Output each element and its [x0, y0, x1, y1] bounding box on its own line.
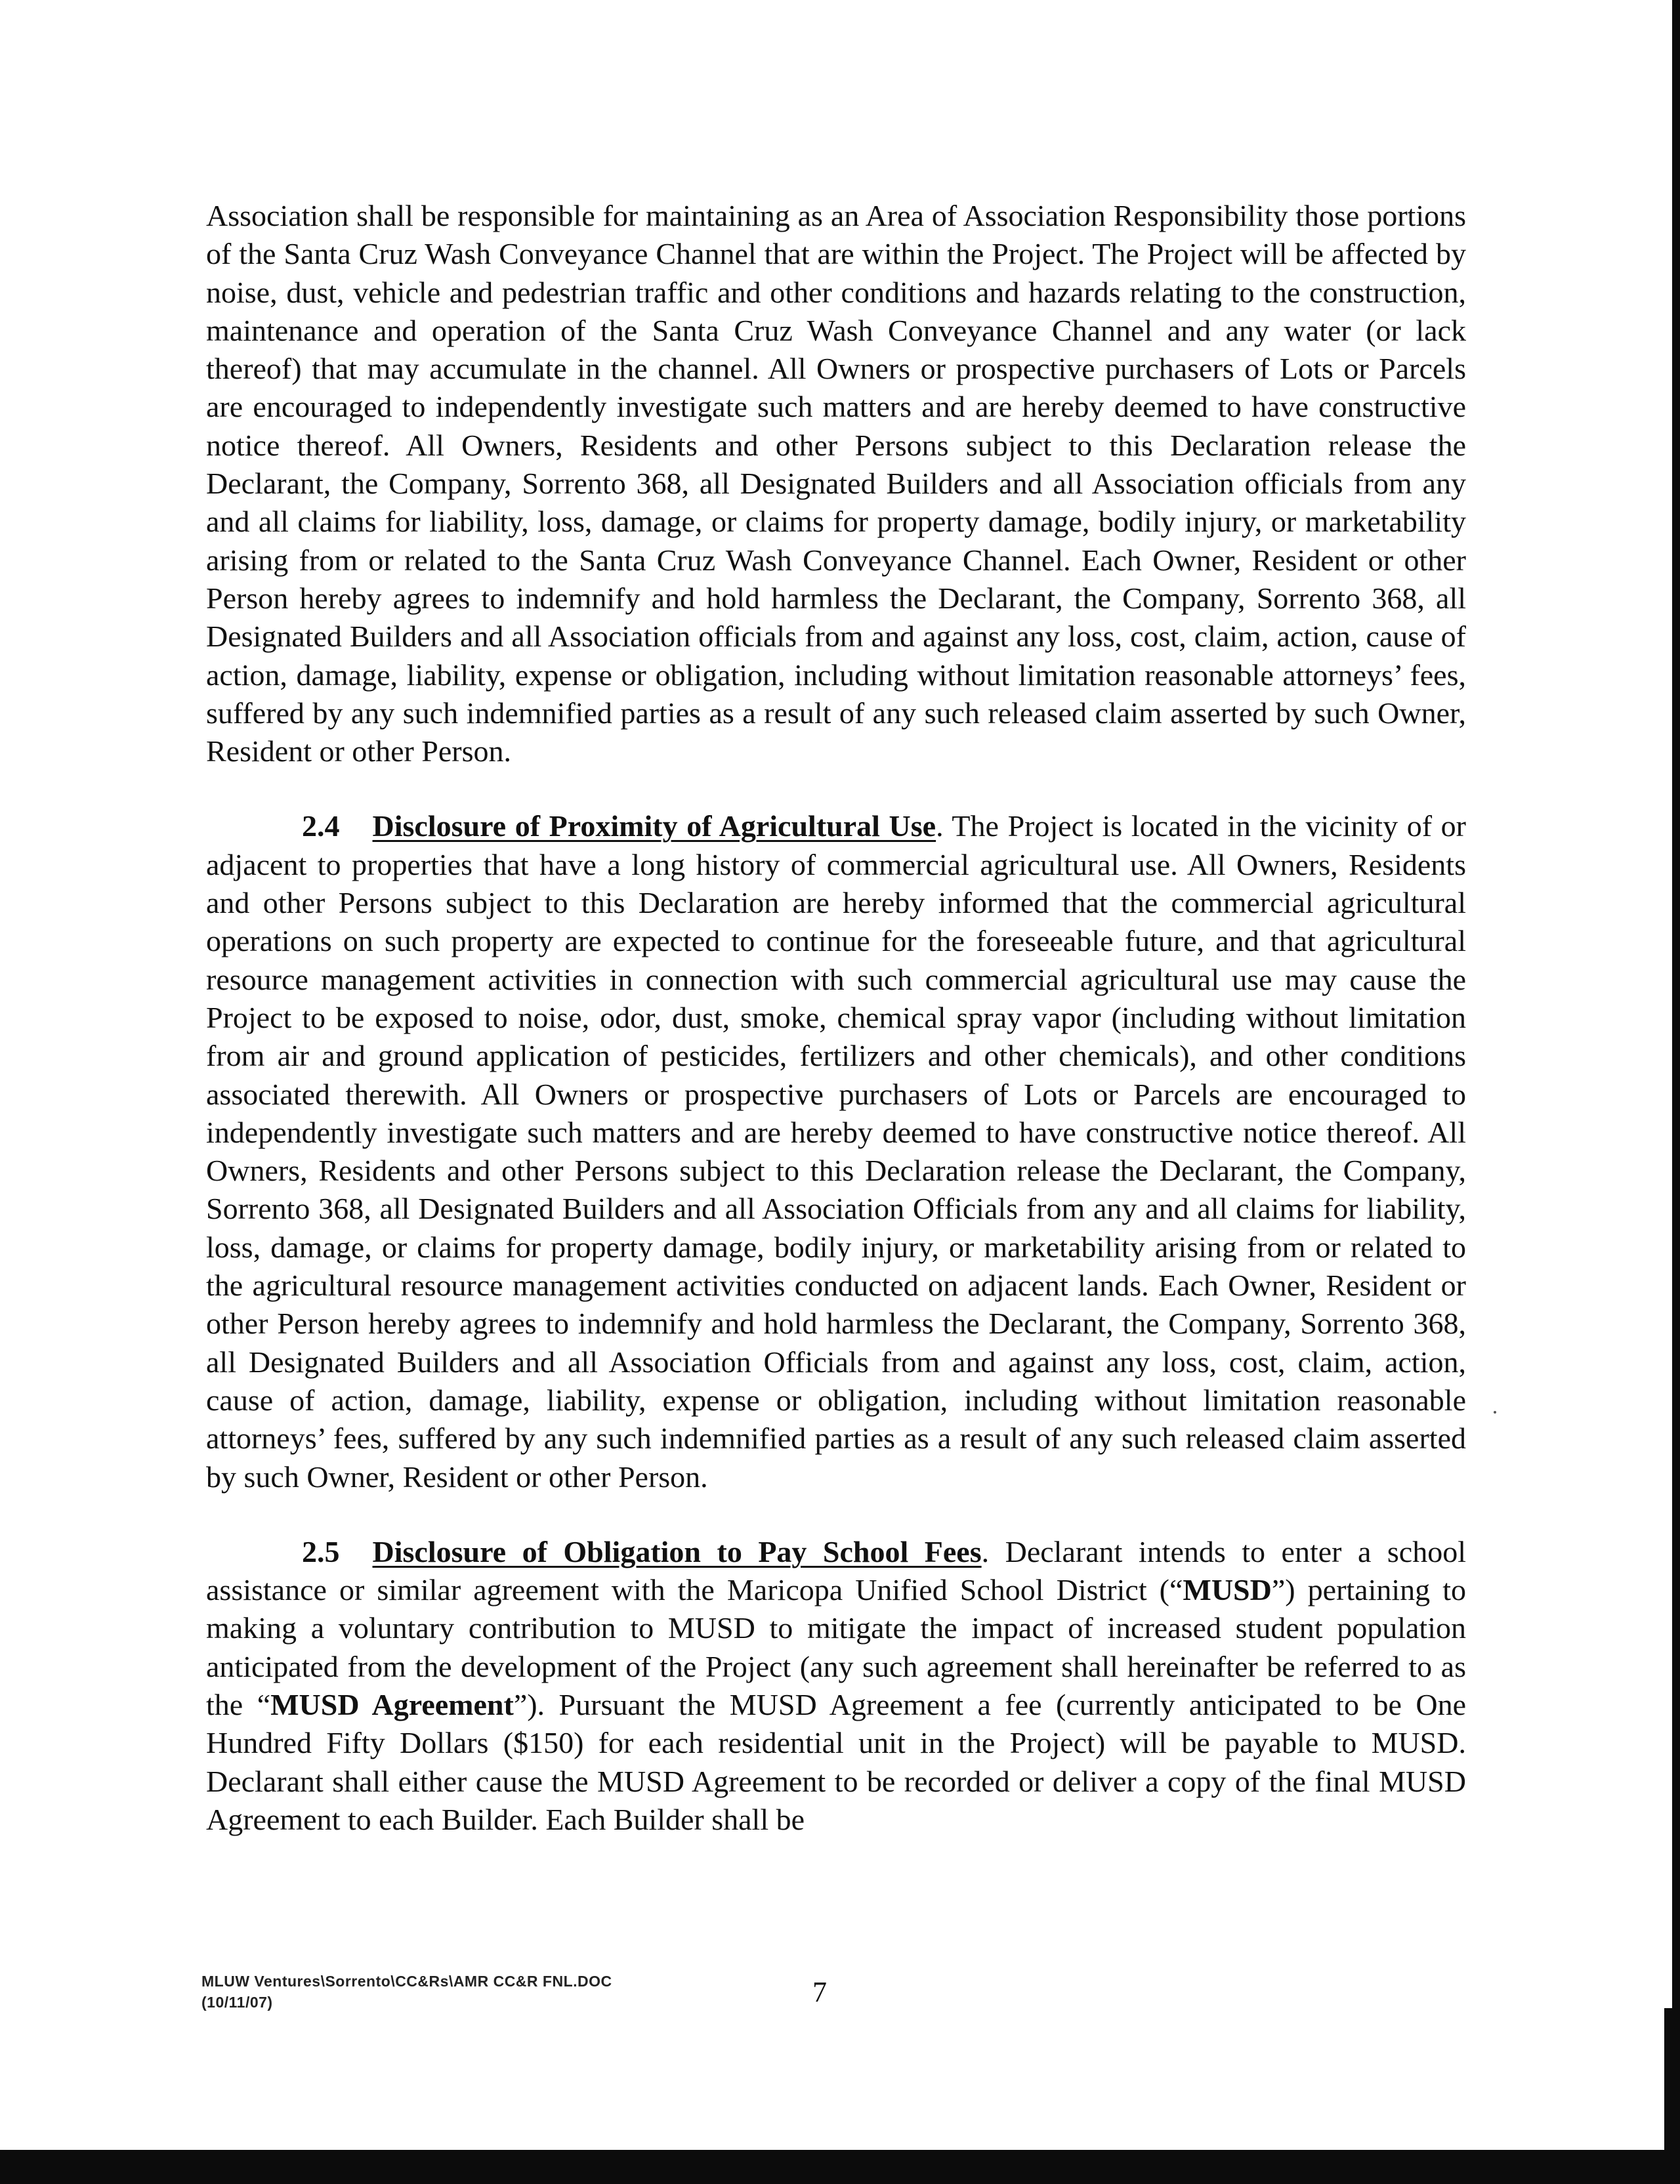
section-2-4-number: 2.4 — [302, 809, 340, 843]
page-number: 7 — [812, 1976, 827, 2008]
section-2-5-body-part2: ”) pertaining to making a voluntary contribution to MUSD to mitigate the impact of increased student population anticipated from the development of the Project (any such agreement shall hereinafter be referred to as the “ — [206, 1573, 1466, 1721]
section-2-4-title-period: . — [936, 809, 944, 843]
section-2-5-title-period: . — [981, 1534, 990, 1568]
defined-term-musd: MUSD — [1183, 1573, 1272, 1607]
document-body — [206, 197, 1466, 1839]
section-2-5-body-part1: Declarant intends to enter a school assistance or similar agreement with the Maricopa Unified School District (“ — [206, 1534, 1466, 1607]
section-2-4-body: The Project is located in the vicinity of or adjacent to properties that have a long history of commercial agricultural use. All Owners, Residents and other Persons subject to this Declaration are hereby informed that the commercial agricultural operations on such property are expected to continue for the foreseeable future, and that agricultural resource management activities in connection with such commercial agricultural use may cause the Project to be exposed to noise, odor, dust, smoke, chemical spray vapor (including without limitation from air and ground application of pesticides, fertilizers and other chemicals), and other conditions associated therewith. All Owners or prospective purchasers of Lots or Parcels are encouraged to independently investigate such matters and are hereby deemed to have constructive notice thereof. All Owners, Residents and other Persons subject to this Declaration release the Declarant, the Company, Sorrento 368, all Designated Builders and all Association Officials from any and all claims for liability, loss, damage, or claims for property damage, bodily injury, or marketability arising from or related to the agricultural resource management activities conducted on adjacent lands. Each Owner, Resident or other Person hereby agrees to indemnify and hold harmless the Declarant, the Company, Sorrento 368, all Designated Builders and all Association Officials from and against any loss, cost, claim, action, cause of action, damage, liability, expense or obligation, including without limitation reasonable attorneys’ fees, suffered by any such indemnified parties as a result of any such released claim asserted by such Owner, Resident or other Person. — [206, 809, 1466, 1494]
section-2-5-body-part3: ”). Pursuant the MUSD Agreement a fee (currently anticipated to be One Hundred Fifty Dollars ($150) for each residential unit in the Project) will be payable to MUSD. Declarant shall either cause the MUSD Agreement to be recorded or deliver a copy of the final MUSD Agreement to each Builder. Each Builder shall be — [206, 1687, 1466, 1836]
footer-file-path: MLUW Ventures\Sorrento\CC&Rs\AMR CC&R FNL.DOC — [201, 1973, 612, 1990]
scan-bottom-border — [0, 2150, 1680, 2184]
defined-term-musd-agreement: MUSD Agreement — [270, 1687, 514, 1721]
section-2-5-number: 2.5 — [302, 1534, 340, 1568]
section-2-5-title: Disclosure of Obligation to Pay School Fees — [372, 1534, 982, 1568]
intro-paragraph: Association shall be responsible for maintaining as an Area of Association Responsibility those portions of the Santa Cruz Wash Conveyance Channel that are within the Project. The Project will be affected by noise, dust, vehicle and pedestrian traffic and other conditions and hazards relating to the construction, maintenance and operation of the Santa Cruz Wash Conveyance Channel and any water (or lack thereof) that may accumulate in the channel. All Owners or prospective purchasers of Lots or Parcels are encouraged to independently investigate such matters and are hereby deemed to have constructive notice thereof. All Owners, Residents and other Persons subject to this Declaration release the Declarant, the Company, Sorrento 368, all Designated Builders and all Association officials from any and all claims for liability, loss, damage, or claims for property damage, bodily injury, or marketability arising from or related to the Santa Cruz Wash Conveyance Channel. Each Owner, Resident or other Person hereby agrees to indemnify and hold harmless the Declarant, the Company, Sorrento 368, all Designated Builders and all Association officials from and against any loss, cost, claim, action, cause of action, damage, liability, expense or obligation, including without limitation reasonable attorneys’ fees, suffered by any such indemnified parties as a result of any such released claim asserted by such Owner, Resident or other Person. — [206, 199, 1466, 768]
footer-date: (10/11/07) — [201, 1994, 273, 2011]
scan-right-border-tab — [1664, 2008, 1680, 2152]
scan-speck — [1494, 1411, 1496, 1414]
section-2-5-paragraph — [206, 1533, 1466, 1839]
footer — [201, 1971, 612, 2013]
section-2-4-paragraph — [206, 807, 1466, 1496]
section-2-4-title: Disclosure of Proximity of Agricultural Use — [372, 809, 936, 843]
scan-right-border — [1672, 0, 1680, 2184]
